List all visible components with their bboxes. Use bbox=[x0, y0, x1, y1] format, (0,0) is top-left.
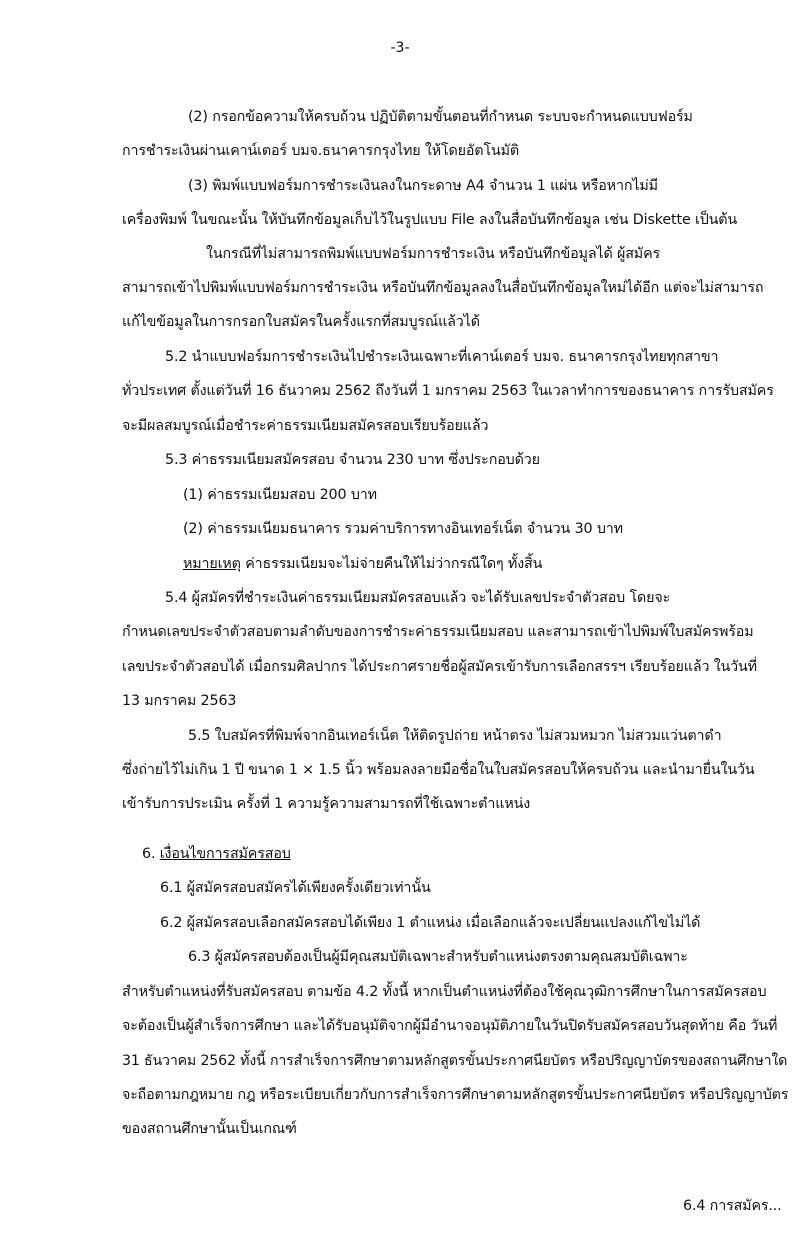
text-line: 5.4 ผู้สมัครที่ชำระเงินค่าธรรมเนียมสมัครสอบแล้ว จะได้รับเลขประจำตัวสอบ โดยจะ bbox=[165, 590, 671, 606]
note-text: ค่าธรรมเนียมจะไม่จ่ายคืนให้ไม่ว่ากรณีใดๆ ทั้งสิ้น bbox=[240, 556, 543, 572]
text-line: 5.2 นำแบบฟอร์มการชำระเงินไปชำระเงินเฉพาะที่เคาน์เตอร์ บมจ. ธนาคารกรุงไทยทุกสาขา bbox=[165, 349, 719, 365]
text-line: (3) พิมพ์แบบฟอร์มการชำระเงินลงในกระดาษ A4 จำนวน 1 แผ่น หรือหากไม่มี bbox=[188, 178, 658, 194]
text-line: จะมีผลสมบูรณ์เมื่อชำระค่าธรรมเนียมสมัครสอบเรียบร้อยแล้ว bbox=[122, 418, 489, 434]
text-line: จะถือตามกฎหมาย กฎ หรือระเบียบเกี่ยวกับการสำเร็จการศึกษาตามหลักสูตรขั้นประกาศนียบัตร หรือปริญญาบัตร bbox=[122, 1087, 789, 1103]
page-number: -3- bbox=[390, 40, 410, 56]
text-line: (2) กรอกข้อความให้ครบถ้วน ปฏิบัติตามขั้นตอนที่กำหนด ระบบจะกำหนดแบบฟอร์ม bbox=[188, 109, 693, 125]
text-line: 5.3 ค่าธรรมเนียมสมัครสอบ จำนวน 230 บาท ซึ่งประกอบด้วย bbox=[165, 452, 540, 468]
text-line: (2) ค่าธรรมเนียมธนาคาร รวมค่าบริการทางอินเทอร์เน็ต จำนวน 30 บาท bbox=[183, 521, 623, 537]
text-line: 5.5 ใบสมัครที่พิมพ์จากอินเทอร์เน็ต ให้ติดรูปถ่าย หน้าตรง ไม่สวมหมวก ไม่สวมแว่นตาดำ bbox=[188, 728, 722, 744]
text-line: 6.1 ผู้สมัครสอบสมัครได้เพียงครั้งเดียวเท่านั้น bbox=[160, 880, 431, 896]
text-line: เข้ารับการประเมิน ครั้งที่ 1 ความรู้ความสามารถที่ใช้เฉพาะตำแหน่ง bbox=[122, 796, 531, 812]
text-line: สามารถเข้าไปพิมพ์แบบฟอร์มการชำระเงิน หรือบันทึกข้อมูลลงในสื่อบันทึกข้อมูลใหม่ได้อีก แต่จะไม่สามารถ bbox=[122, 280, 764, 296]
section-heading bbox=[142, 844, 291, 864]
text-line: 31 ธันวาคม 2562 ทั้งนี้ การสำเร็จการศึกษาตามหลักสูตรขั้นประกาศนียบัตร หรือปริญญาบัตรของสถานศึกษาใด bbox=[122, 1053, 788, 1069]
text-line: ทั่วประเทศ ตั้งแต่วันที่ 16 ธันวาคม 2562 ถึงวันที่ 1 มกราคม 2563 ในเวลาทำการของธนาคาร การรับสมัคร bbox=[122, 383, 774, 399]
text-line: สำหรับตำแหน่งที่รับสมัครสอบ ตามข้อ 4.2 ทั้งนี้ หากเป็นตำแหน่งที่ต้องใช้คุณวุฒิการศึกษาในการสมัครสอบ bbox=[122, 984, 767, 1000]
text-line: การชำระเงินผ่านเคาน์เตอร์ บมจ.ธนาคารกรุงไทย ให้โดยอัตโนมัติ bbox=[122, 143, 520, 159]
text-line: เครื่องพิมพ์ ในขณะนั้น ให้บันทึกข้อมูลเก็บไว้ในรูปแบบ File ลงในสื่อบันทึกข้อมูล เช่น Diskette เป็นต้น bbox=[122, 212, 738, 228]
text-line: เลขประจำตัวสอบได้ เมื่อกรมศิลปากร ได้ประกาศรายชื่อผู้สมัครเข้ารับการเลือกสรรฯ เรียบร้อยแล้ว ในวันที่ bbox=[122, 659, 757, 675]
text-line: แก้ไขข้อมูลในการกรอกใบสมัครในครั้งแรกที่สมบูรณ์แล้วได้ bbox=[122, 314, 480, 330]
section-title: เงื่อนไขการสมัครสอบ bbox=[159, 846, 291, 862]
text-line: ซึ่งถ่ายไว้ไม่เกิน 1 ปี ขนาด 1 × 1.5 นิ้ว พร้อมลงลายมือชื่อในใบสมัครสอบให้ครบถ้วน และนำมายื่นในวัน bbox=[122, 762, 755, 778]
text-line: กำหนดเลขประจำตัวสอบตามลำดับของการชำระค่าธรรมเนียมสอบ และสามารถเข้าไปพิมพ์ใบสมัครพร้อม bbox=[122, 624, 754, 640]
text-line: 6.2 ผู้สมัครสอบเลือกสมัครสอบได้เพียง 1 ตำแหน่ง เมื่อเลือกแล้วจะเปลี่ยนแปลงแก้ไขไม่ได้ bbox=[160, 915, 701, 931]
text-line: 6.3 ผู้สมัครสอบต้องเป็นผู้มีคุณสมบัติเฉพาะสำหรับตำแหน่งตรงตามคุณสมบัติเฉพาะ bbox=[188, 949, 688, 965]
continuation-marker: 6.4 การสมัคร... bbox=[683, 1198, 782, 1214]
note-line bbox=[183, 554, 542, 574]
text-line: ในกรณีที่ไม่สามารถพิมพ์แบบฟอร์มการชำระเงิน หรือบันทึกข้อมูลได้ ผู้สมัคร bbox=[206, 246, 661, 262]
section-number: 6. bbox=[142, 846, 160, 862]
text-line: 13 มกราคม 2563 bbox=[122, 693, 237, 709]
text-line: ของสถานศึกษานั้นเป็นเกณฑ์ bbox=[122, 1121, 297, 1137]
text-line: (1) ค่าธรรมเนียมสอบ 200 บาท bbox=[183, 487, 377, 503]
note-label: หมายเหตุ bbox=[183, 556, 241, 572]
text-line: จะต้องเป็นผู้สำเร็จการศึกษา และได้รับอนุมัติจากผู้มีอำนาจอนุมัติภายในวันปิดรับสมัครสอบวันสุดท้าย คือ วันที่ bbox=[122, 1018, 778, 1034]
